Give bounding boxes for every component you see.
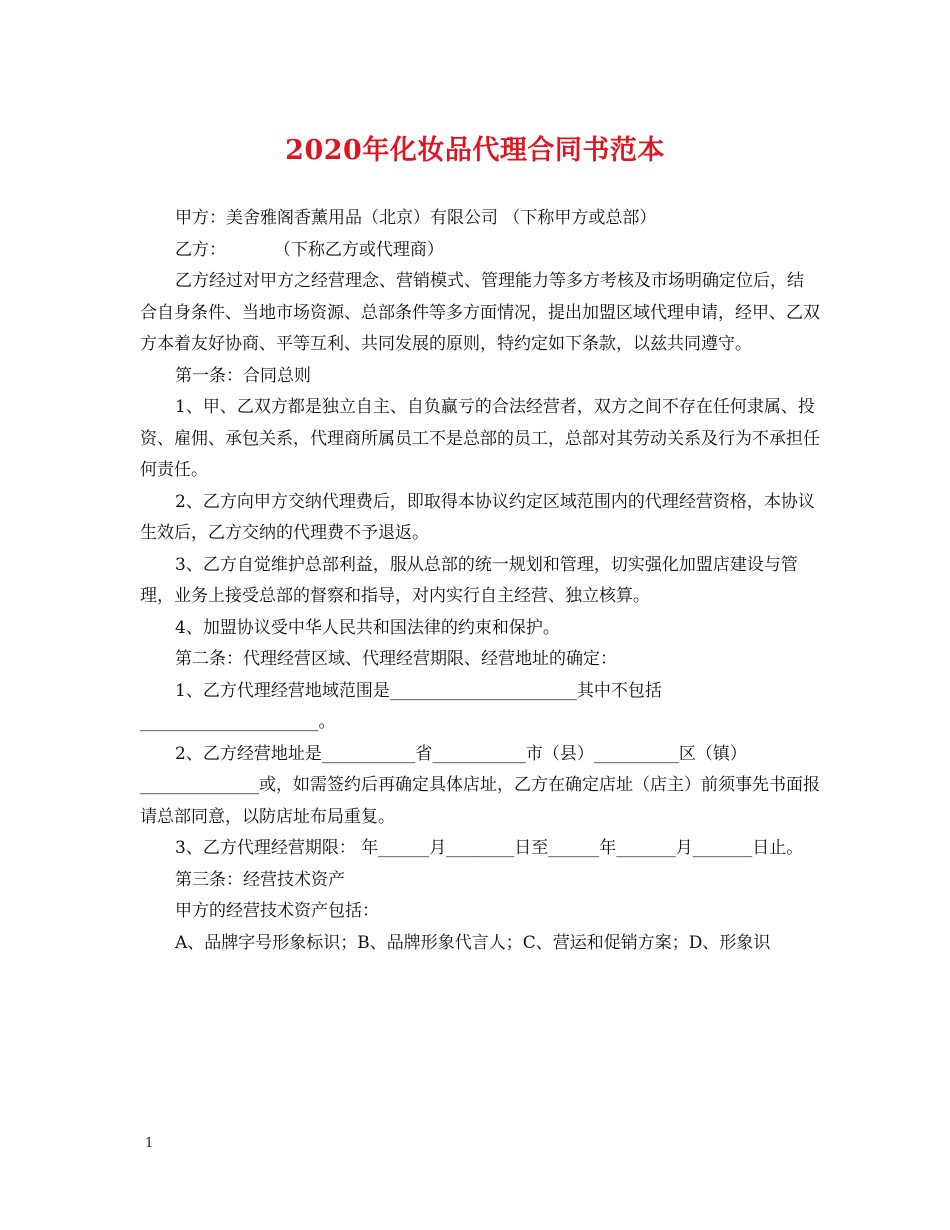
- clause-paragraph: 2、乙方经营地址是___________省___________市（县）__________区（镇）______________或，如需签约后再确定具体店址，乙方在确定店址（店主）前须事先书面报请总部同意，以防店址布局重复。: [140, 743, 820, 827]
- page-number: 1: [145, 1136, 154, 1151]
- party-a-line: 甲方：美舍雅阁香薰用品（北京）有限公司 （下称甲方或总部）: [175, 208, 657, 228]
- clause-paragraph: 3、乙方代理经营期限： 年______月________日至______年_______月_______日止。: [175, 838, 804, 858]
- clause-paragraph: 2、乙方向甲方交纳代理费后，即取得本协议约定区域范围内的代理经营资格，本协议生效后，乙方交纳的代理费不予退返。: [140, 491, 815, 543]
- article-heading: 第一条：合同总则: [175, 365, 311, 386]
- article-heading: 第三条：经营技术资产: [175, 869, 345, 890]
- document-title: 2020年化妆品代理合同书范本: [285, 135, 665, 166]
- clause-paragraph: 甲方的经营技术资产包括：: [175, 901, 379, 921]
- clause-paragraph: 1、甲、乙双方都是独立自主、自负赢亏的合法经营者，双方之间不存在任何隶属、投资、雇佣、承包关系，代理商所属员工不是总部的员工，总部对其劳动关系及行为不承担任何责任。: [140, 397, 820, 480]
- clause-paragraph: 4、加盟协议受中华人民共和国法律的约束和保护。: [175, 617, 560, 638]
- article-heading: 第二条：代理经营区域、代理经营期限、经营地址的确定：: [175, 649, 617, 669]
- document-body: [140, 203, 820, 959]
- clause-paragraph: 3、乙方自觉维护总部利益，服从总部的统一规划和管理，切实强化加盟店建设与管理，业务上接受总部的督察和指导，对内实行自主经营、独立核算。: [140, 554, 798, 606]
- preamble-paragraph: 乙方经过对甲方之经营理念、营销模式、管理能力等多方考核及市场明确定位后，结合自身条件、当地市场资源、总部条件等多方面情况，提出加盟区域代理申请，经甲、乙双方本着友好协商、平等互利、共同发展的原则，特约定如下条款，以兹共同遵守。: [140, 271, 820, 354]
- clause-paragraph: A、品牌字号形象标识；B、品牌形象代言人；C、营运和促销方案；D、形象识: [175, 932, 771, 953]
- party-b-line: 乙方： （下称乙方或代理商）: [175, 239, 444, 260]
- clause-paragraph: 1、乙方代理经营地域范围是______________________其中不包括_____________________。: [140, 680, 662, 732]
